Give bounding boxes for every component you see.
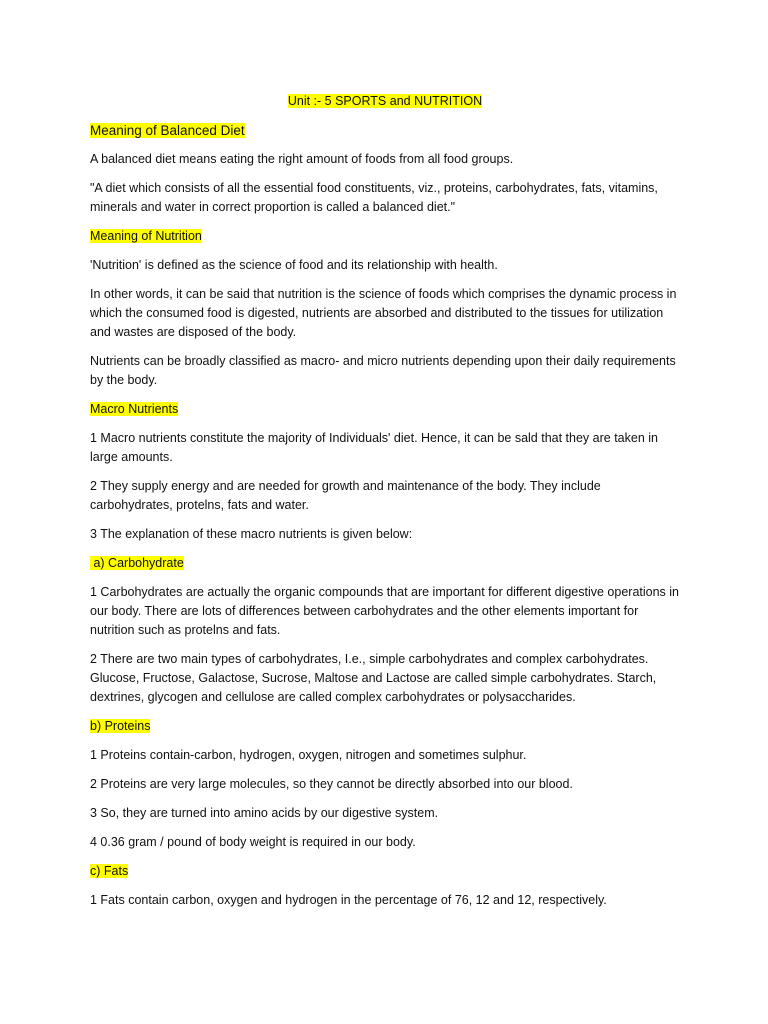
- proteins-paragraph-3: 3 So, they are turned into amino acids by our digestive system.: [90, 806, 439, 820]
- fats-paragraph-1: 1 Fats contain carbon, oxygen and hydrogen in the percentage of 76, 12 and 12, respectively.: [90, 893, 607, 907]
- balanced-diet-paragraph-1: A balanced diet means eating the right amount of foods from all food groups.: [90, 152, 514, 166]
- nutrition-paragraph-2: In other words, it can be said that nutrition is the science of foods which comprises the dynamic process in which the consumed food is digested, nutrients are absorbed and distributed to the tissues for utilization and wastes are disposed of the body.: [90, 287, 677, 339]
- macro-nutrients-heading-row: [90, 400, 680, 419]
- proteins-paragraph-2: 2 Proteins are very large molecules, so they cannot be directly absorbed into our blood.: [90, 777, 573, 791]
- nutrition-heading: Meaning of Nutrition: [90, 229, 202, 243]
- proteins-heading: b) Proteins: [90, 719, 151, 733]
- macro-paragraph-2: 2 They supply energy and are needed for growth and maintenance of the body. They include carbohydrates, protelns, fats and water.: [90, 479, 601, 512]
- proteins-paragraph-1: 1 Proteins contain-carbon, hydrogen, oxygen, nitrogen and sometimes sulphur.: [90, 748, 527, 762]
- balanced-diet-heading-row: [90, 121, 680, 141]
- carbohydrate-paragraph-2: 2 There are two main types of carbohydrates, I.e., simple carbohydrates and complex carbohydrates. Glucose, Fructose, Galactose, Sucrose, Maltose and Lactose are called simple carbohydrates. Starch, dextrines, glycogen and cellulose are called complex carbohydrates or polysaccharides.: [90, 652, 657, 704]
- document-page: [90, 92, 680, 920]
- title-row: [90, 92, 680, 112]
- carbohydrate-heading-row: [90, 554, 680, 573]
- fats-heading-row: [90, 862, 680, 881]
- macro-nutrients-heading: Macro Nutrients: [90, 402, 179, 416]
- balanced-diet-heading: Meaning of Balanced Diet: [90, 123, 245, 138]
- nutrition-heading-row: [90, 227, 680, 246]
- fats-heading: c) Fats: [90, 864, 129, 878]
- macro-paragraph-3: 3 The explanation of these macro nutrients is given below:: [90, 527, 413, 541]
- nutrition-paragraph-3: Nutrients can be broadly classified as macro- and micro nutrients depending upon their daily requirements by the body.: [90, 354, 676, 387]
- page-title: Unit :- 5 SPORTS and NUTRITION: [287, 94, 483, 108]
- macro-paragraph-1: 1 Macro nutrients constitute the majority of Individuals' diet. Hence, it can be sald that they are taken in large amounts.: [90, 431, 658, 464]
- carbohydrate-heading: a) Carbohydrate: [90, 556, 184, 570]
- carbohydrate-paragraph-1: 1 Carbohydrates are actually the organic compounds that are important for different digestive operations in our body. There are lots of differences between carbohydrates and the other elements important for nutrition such as protelns and fats.: [90, 585, 679, 637]
- balanced-diet-paragraph-2: "A diet which consists of all the essential food constituents, viz., proteins, carbohydrates, fats, vitamins, minerals and water in correct proportion is called a balanced diet.": [90, 181, 658, 214]
- proteins-paragraph-4: 4 0.36 gram / pound of body weight is required in our body.: [90, 835, 416, 849]
- proteins-heading-row: [90, 717, 680, 736]
- nutrition-paragraph-1: 'Nutrition' is defined as the science of food and its relationship with health.: [90, 258, 498, 272]
